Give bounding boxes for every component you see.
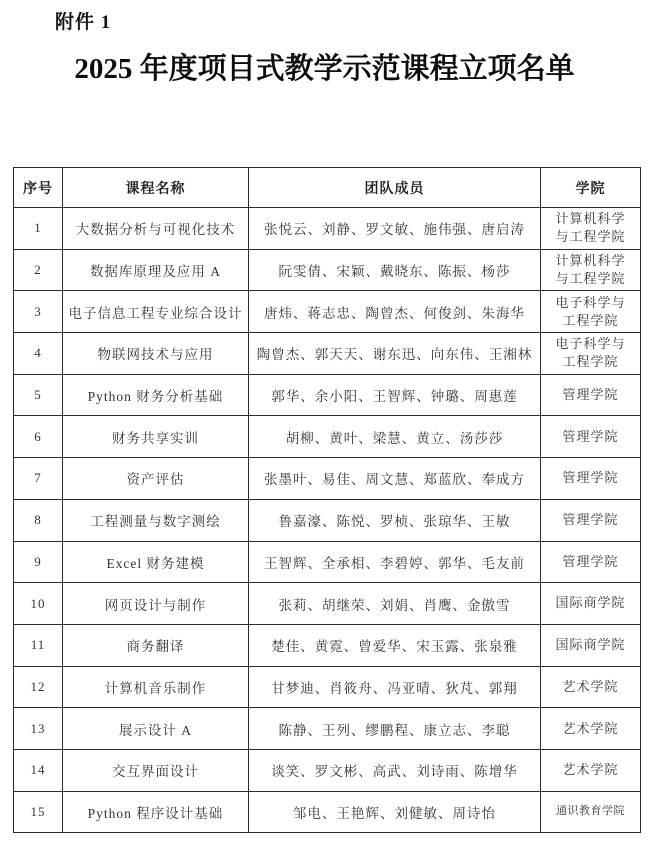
course-name-cell: Python 程序设计基础	[63, 791, 249, 833]
college-cell: 艺术学院	[541, 666, 641, 708]
table-row	[14, 333, 641, 375]
course-name-cell: 计算机音乐制作	[63, 666, 249, 708]
row-number-cell: 11	[14, 624, 63, 666]
col-header-course: 课程名称	[63, 168, 249, 208]
team-members-cell: 邹电、王艳辉、刘健敏、周诗怡	[249, 791, 541, 833]
team-members-cell: 张莉、胡继荣、刘娟、肖鹰、金傲雪	[249, 583, 541, 625]
team-members-cell: 陶曾杰、郭天天、谢东迅、向东伟、王湘林	[249, 333, 541, 375]
course-name-cell: 商务翻译	[63, 624, 249, 666]
team-members-cell: 甘梦迪、肖筱舟、冯亚晴、狄芃、郭翔	[249, 666, 541, 708]
table-row	[14, 708, 641, 750]
course-name-cell: 物联网技术与应用	[63, 333, 249, 375]
team-members-cell: 唐炜、蒋志忠、陶曾杰、何俊剑、朱海华	[249, 291, 541, 333]
table-row	[14, 249, 641, 291]
row-number-cell: 14	[14, 749, 63, 791]
course-name-cell: 交互界面设计	[63, 749, 249, 791]
college-cell: 艺术学院	[541, 749, 641, 791]
college-cell: 管理学院	[541, 416, 641, 458]
course-name-cell: Python 财务分析基础	[63, 374, 249, 416]
table-row	[14, 666, 641, 708]
table-row	[14, 541, 641, 583]
course-name-cell: 网页设计与制作	[63, 583, 249, 625]
team-members-cell: 张墨叶、易佳、周文慧、郑蓝欣、奉成方	[249, 458, 541, 500]
row-number-cell: 7	[14, 458, 63, 500]
course-name-cell: 工程测量与数字测绘	[63, 499, 249, 541]
row-number-cell: 9	[14, 541, 63, 583]
table-header-row	[14, 168, 641, 208]
table-row	[14, 374, 641, 416]
college-cell: 管理学院	[541, 541, 641, 583]
table-row	[14, 458, 641, 500]
row-number-cell: 4	[14, 333, 63, 375]
college-cell: 计算机科学与工程学院	[541, 208, 641, 250]
college-cell: 电子科学与工程学院	[541, 333, 641, 375]
course-name-cell: 电子信息工程专业综合设计	[63, 291, 249, 333]
team-members-cell: 楚佳、黄霓、曾爱华、宋玉露、张泉雅	[249, 624, 541, 666]
college-cell: 国际商学院	[541, 583, 641, 625]
team-members-cell: 胡柳、黄叶、梁慧、黄立、汤莎莎	[249, 416, 541, 458]
row-number-cell: 3	[14, 291, 63, 333]
row-number-cell: 1	[14, 208, 63, 250]
page-title: 2025 年度项目式教学示范课程立项名单	[74, 53, 575, 85]
table-row	[14, 499, 641, 541]
course-name-cell: Excel 财务建模	[63, 541, 249, 583]
course-name-cell: 展示设计 A	[63, 708, 249, 750]
team-members-cell: 谈笑、罗文彬、高武、刘诗雨、陈增华	[249, 749, 541, 791]
team-members-cell: 阮雯倩、宋颖、戴晓东、陈振、杨莎	[249, 249, 541, 291]
row-number-cell: 8	[14, 499, 63, 541]
college-cell: 电子科学与工程学院	[541, 291, 641, 333]
row-number-cell: 13	[14, 708, 63, 750]
table-row	[14, 416, 641, 458]
college-cell: 国际商学院	[541, 624, 641, 666]
college-cell: 管理学院	[541, 499, 641, 541]
col-header-number: 序号	[14, 168, 63, 208]
team-members-cell: 陈静、王列、缪鹏程、康立志、李聪	[249, 708, 541, 750]
attachment-label: 附件 1	[55, 12, 112, 33]
course-name-cell: 财务共享实训	[63, 416, 249, 458]
team-members-cell: 鲁嘉濠、陈悦、罗桢、张琼华、王敏	[249, 499, 541, 541]
col-header-team: 团队成员	[249, 168, 541, 208]
college-cell: 管理学院	[541, 458, 641, 500]
table-row	[14, 208, 641, 250]
course-name-cell: 资产评估	[63, 458, 249, 500]
table-body	[14, 208, 641, 833]
course-name-cell: 大数据分析与可视化技术	[63, 208, 249, 250]
table-row	[14, 749, 641, 791]
team-members-cell: 张悦云、刘静、罗文敏、施伟强、唐启涛	[249, 208, 541, 250]
row-number-cell: 6	[14, 416, 63, 458]
table-row	[14, 791, 641, 833]
course-name-cell: 数据库原理及应用 A	[63, 249, 249, 291]
table-row	[14, 583, 641, 625]
table-row	[14, 291, 641, 333]
course-approval-table	[13, 167, 641, 833]
college-cell: 通识教育学院	[541, 791, 641, 833]
row-number-cell: 2	[14, 249, 63, 291]
college-cell: 艺术学院	[541, 708, 641, 750]
row-number-cell: 5	[14, 374, 63, 416]
team-members-cell: 郭华、余小阳、王智辉、钟璐、周惠莲	[249, 374, 541, 416]
table-row	[14, 624, 641, 666]
row-number-cell: 10	[14, 583, 63, 625]
col-header-college: 学院	[541, 168, 641, 208]
college-cell: 计算机科学与工程学院	[541, 249, 641, 291]
college-cell: 管理学院	[541, 374, 641, 416]
row-number-cell: 12	[14, 666, 63, 708]
row-number-cell: 15	[14, 791, 63, 833]
team-members-cell: 王智辉、全承相、李碧婷、郭华、毛友前	[249, 541, 541, 583]
